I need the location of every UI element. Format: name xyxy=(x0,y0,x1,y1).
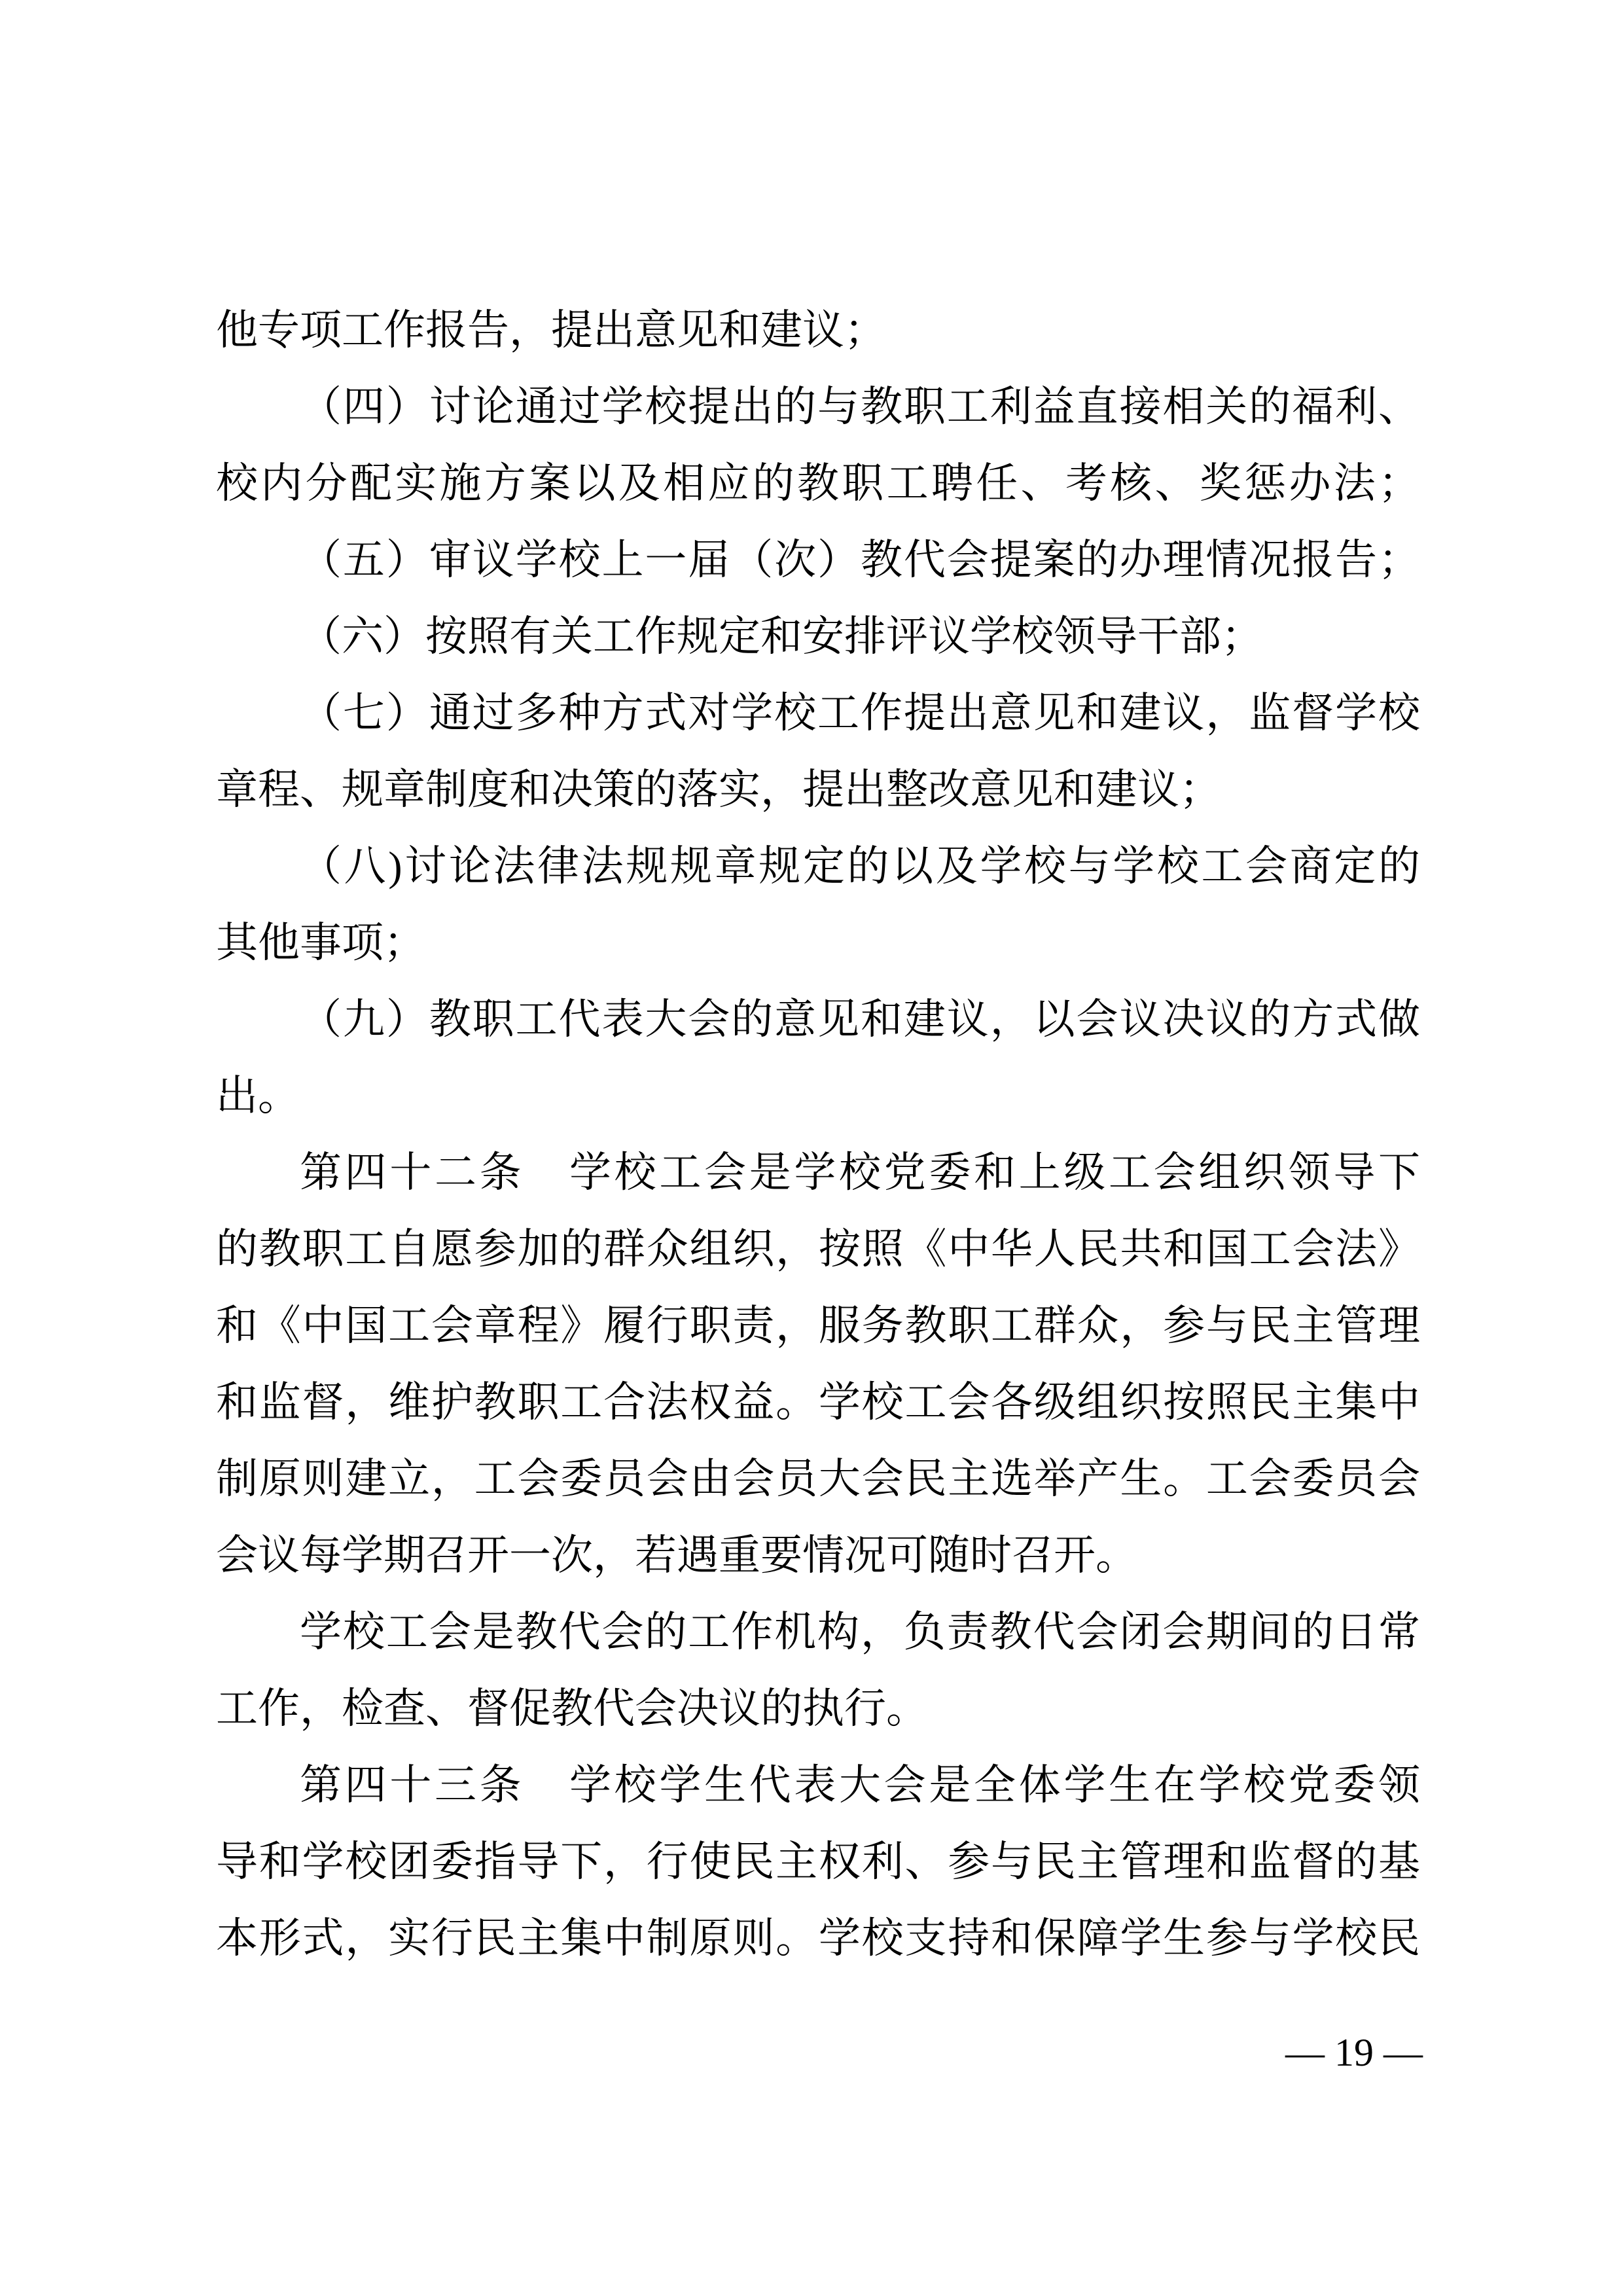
text-line: 章程、规章制度和决策的落实，提出整改意见和建议； xyxy=(216,766,1221,813)
text-line: （六）按照有关工作规定和安排评议学校领导干部； xyxy=(300,613,1263,660)
text-line: （九）教职工代表大会的意见和建议，以会议决议的方式做 xyxy=(300,996,1420,1043)
text-line: 和监督，维护教职工合法权益。学校工会各级组织按照民主集中 xyxy=(216,1379,1420,1426)
text-line: 本形式，实行民主集中制原则。学校支持和保障学生参与学校民 xyxy=(216,1915,1420,1962)
text-line: 第四十二条 学校工会是学校党委和上级工会组织领导下 xyxy=(300,1149,1420,1196)
text-line: 校内分配实施方案以及相应的教职工聘任、考核、奖惩办法； xyxy=(216,460,1420,507)
text-line: 的教职工自愿参加的群众组织，按照《中华人民共和国工会法》 xyxy=(216,1226,1420,1272)
text-line: 出。 xyxy=(216,1073,300,1119)
text-line: （七）通过多种方式对学校工作提出意见和建议，监督学校 xyxy=(300,690,1420,736)
document-body xyxy=(216,292,1420,1977)
text-line: 导和学校团委指导下，行使民主权利、参与民主管理和监督的基 xyxy=(216,1839,1420,1885)
text-line: 工作，检查、督促教代会决议的执行。 xyxy=(216,1685,928,1732)
text-line: （五）审议学校上一届（次）教代会提案的办理情况报告； xyxy=(300,537,1420,583)
text-line: 制原则建立，工会委员会由会员大会民主选举产生。工会委员会 xyxy=(216,1456,1420,1502)
text-line: 和《中国工会章程》履行职责，服务教职工群众，参与民主管理 xyxy=(216,1302,1420,1349)
text-line: （四）讨论通过学校提出的与教职工利益直接相关的福利、 xyxy=(300,384,1420,430)
text-line: （八)讨论法律法规规章规定的以及学校与学校工会商定的 xyxy=(300,843,1420,889)
text-line: 他专项工作报告，提出意见和建议； xyxy=(216,307,886,353)
text-line: 会议每学期召开一次，若遇重要情况可随时召开。 xyxy=(216,1532,1137,1579)
text-line: 第四十三条 学校学生代表大会是全体学生在学校党委领 xyxy=(300,1762,1420,1808)
text-line: 其他事项； xyxy=(216,920,425,966)
text-line: 学校工会是教代会的工作机构，负责教代会闭会期间的日常 xyxy=(300,1609,1420,1655)
page-number: — 19 — xyxy=(1285,2031,1423,2074)
